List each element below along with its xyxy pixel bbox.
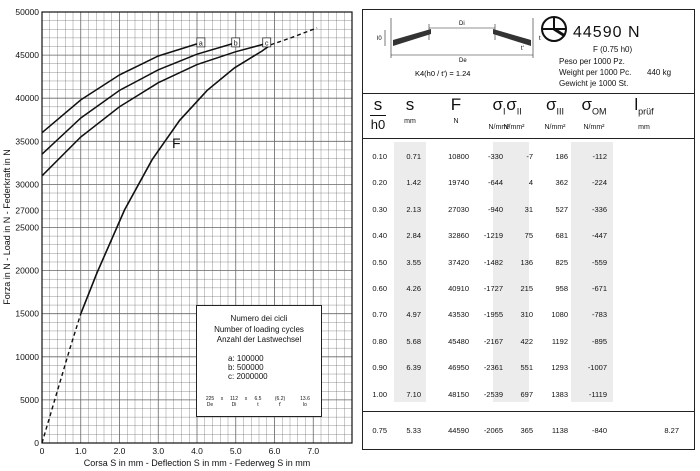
table-cell: -2361 <box>483 363 503 373</box>
table-cell: 0.75 <box>372 426 387 435</box>
table-row <box>363 152 694 164</box>
cycles-legend-a: a: 100000 <box>228 353 264 363</box>
dim-sub-de: De <box>206 402 214 408</box>
header-h0: h0 <box>370 117 386 132</box>
table-row <box>363 390 694 402</box>
table-row <box>363 178 694 190</box>
table-cell: -1955 <box>483 310 503 320</box>
header-sigmaom-sym: σ <box>581 95 592 114</box>
header-s-sym: s <box>405 95 415 114</box>
dim-sub-l0: lo <box>303 402 307 408</box>
x-axis-ticks <box>40 446 320 456</box>
table-cell: 2.13 <box>406 204 421 214</box>
dimension-strip <box>201 396 317 408</box>
weight-it: Peso per 1000 Pz. <box>559 57 625 66</box>
y-axis-title: Forza in N - Load in N - Federkraft in N <box>2 149 12 305</box>
cycles-legend-c: c: 2000000 <box>228 371 268 381</box>
curve-F-end <box>271 28 318 45</box>
curve-label-b: b <box>233 40 238 48</box>
table-cell: 32860 <box>448 231 469 241</box>
header-lpruef-unit: mm <box>638 124 650 132</box>
table-row <box>363 205 694 217</box>
dim-di: 112 <box>230 396 238 402</box>
table-cell: 551 <box>520 363 533 373</box>
cycles-title-it: Numero dei cicli <box>230 314 288 323</box>
header-sigmaom-sub: OM <box>592 106 607 117</box>
table-cell: 958 <box>555 284 568 293</box>
table-cell: 186 <box>555 152 568 161</box>
table-cell: 697 <box>520 389 533 399</box>
header-sigma3-unit: N/mm² <box>544 124 566 132</box>
table-cell: 365 <box>520 426 533 435</box>
curve-F-start <box>42 314 81 443</box>
table-cell: 7.10 <box>406 389 421 399</box>
table-footer-row <box>363 426 694 438</box>
table-row <box>363 258 694 270</box>
curve-label-F: F <box>172 135 181 151</box>
table-cell: 44590 <box>448 426 469 435</box>
dim-x2: x <box>244 396 248 402</box>
table-cell: -1007 <box>587 363 607 373</box>
disc-left-section <box>393 29 431 46</box>
table-cell: -895 <box>591 336 607 346</box>
header-s-over-h0-sym: s <box>373 95 383 114</box>
table-cell: 5.68 <box>406 336 421 346</box>
header-sigmaom-unit: N/mm² <box>583 124 605 132</box>
y-tick-label: 15000 <box>15 308 39 319</box>
table-cell: -7 <box>526 152 533 161</box>
table-cell: -671 <box>591 284 607 293</box>
table-cell: 1080 <box>551 310 568 320</box>
weight-en: Weight per 1000 Pc. <box>559 68 632 77</box>
dim-x1: x <box>220 396 224 402</box>
table-cell: -1727 <box>483 284 503 293</box>
table-cell: -644 <box>487 178 503 188</box>
cycles-legend-b: b: 500000 <box>228 362 264 372</box>
header-sigma3-sym: σ <box>545 95 557 114</box>
y-tick-label: 45000 <box>15 50 39 61</box>
table-cell: 422 <box>520 336 533 346</box>
table-cell: 0.70 <box>372 310 387 320</box>
loading-cycles-legend <box>196 305 322 417</box>
table-cell: 215 <box>520 284 533 293</box>
label-de: De <box>459 58 467 64</box>
table-cell: -1482 <box>483 257 503 267</box>
table-cell: 0.90 <box>372 363 387 373</box>
dim-l0: 13.6 <box>300 396 310 402</box>
table-cell: 0.10 <box>372 152 387 161</box>
header-sigma2-sym: σ <box>506 95 517 114</box>
table-cell: 45480 <box>448 336 469 346</box>
footer-separator <box>363 411 694 412</box>
header-F-sym: F <box>450 95 462 114</box>
x-tick-label: 0 <box>39 446 45 456</box>
disc-spring-drawing <box>363 10 563 90</box>
y-tick-label: 35000 <box>15 136 39 147</box>
table-cell: -2539 <box>483 389 503 399</box>
table-cell: 8.27 <box>664 426 679 435</box>
y-tick-label: 25000 <box>15 222 39 233</box>
table-row <box>363 363 694 375</box>
table-cell: 1.42 <box>406 178 421 188</box>
spring-data-table <box>362 93 695 450</box>
spring-stack-icon <box>539 14 569 44</box>
y-tick-label: 27000 <box>15 205 39 216</box>
y-tick-label: 20000 <box>15 265 39 276</box>
dim-t: 6.5 <box>254 396 262 402</box>
table-cell: 75 <box>524 231 533 241</box>
table-cell: 46950 <box>448 363 469 373</box>
weight-de: Gewicht je 1000 St. <box>559 79 629 88</box>
x-tick-label: 5.0 <box>229 446 242 456</box>
table-cell: 3.55 <box>406 257 421 267</box>
header-sigmaom <box>571 96 617 131</box>
table-cell: 136 <box>520 257 533 267</box>
curve-b <box>42 44 232 154</box>
table-cell: 19740 <box>448 178 469 188</box>
table-cell: -447 <box>591 231 607 241</box>
disc-right-section <box>493 29 531 46</box>
table-row <box>363 310 694 322</box>
header-sigma2-unit: N/mm² <box>503 124 525 132</box>
table-cell: 4 <box>528 178 533 188</box>
table-cell: -1119 <box>588 389 607 399</box>
header-lpruef-sym: l <box>634 95 639 114</box>
y-tick-label: 40000 <box>15 93 39 104</box>
table-cell: 0.50 <box>372 257 387 267</box>
x-tick-label: 6.0 <box>268 446 281 456</box>
table-cell: -559 <box>591 257 607 267</box>
table-cell: 40910 <box>448 284 469 293</box>
table-cell: -2065 <box>483 426 503 435</box>
header-sigma3 <box>535 96 575 131</box>
label-l0: l0 <box>377 36 382 42</box>
table-cell: 1293 <box>551 363 568 373</box>
weight-value: 440 kg <box>647 68 672 77</box>
table-cell: 10800 <box>448 152 469 161</box>
table-cell: -224 <box>591 178 607 188</box>
table-cell: 37420 <box>448 257 469 267</box>
x-tick-label: 7.0 <box>307 446 320 456</box>
force-note: F (0.75 h0) <box>593 45 633 54</box>
header-separator <box>363 138 694 139</box>
header-sigma1-unit: N/mm² <box>488 124 510 132</box>
table-cell: 0.80 <box>372 336 387 346</box>
dim-tp: (6.2) <box>274 396 286 402</box>
table-cell: 310 <box>520 310 533 320</box>
table-cell: 4.26 <box>406 284 421 293</box>
table-cell: 5.33 <box>406 426 421 435</box>
dim-sub-t: t <box>257 402 259 408</box>
dim-sub-tp: t' <box>278 402 282 408</box>
table-cell: 1138 <box>551 426 568 435</box>
header-F <box>431 96 481 125</box>
x-tick-label: 4.0 <box>191 446 203 456</box>
header-s <box>395 96 425 125</box>
x-axis-title: Corsa S in mm - Deflection S in mm - Federweg S in mm <box>83 458 311 468</box>
table-cell: 1192 <box>551 336 568 346</box>
table-cell: -2167 <box>483 336 503 346</box>
header-lpruef-sub: prüf <box>638 106 654 117</box>
table-cell: -840 <box>591 426 607 435</box>
label-t-prime: t' <box>521 46 524 52</box>
header-sigma2 <box>493 96 535 131</box>
table-cell: 362 <box>555 178 568 188</box>
table-cell: 27030 <box>448 204 469 214</box>
y-tick-label: 50000 <box>15 7 39 17</box>
table-cell: 1383 <box>551 389 568 399</box>
table-cell: 527 <box>555 204 568 214</box>
header-lpruef <box>619 96 669 131</box>
y-tick-label: 0 <box>34 438 39 448</box>
k4-formula: K4(h0 / t') = 1.24 <box>415 69 471 78</box>
table-cell: 0.20 <box>372 178 387 188</box>
table-cell: -330 <box>487 152 503 161</box>
dim-sub-di: Di <box>231 402 237 408</box>
cycles-title-en: Number of loading cycles <box>214 324 304 334</box>
y-tick-label: 10000 <box>15 351 39 362</box>
table-cell: 4.97 <box>406 310 421 320</box>
cycles-legend-list <box>228 354 290 381</box>
table-cell: 1.00 <box>372 389 387 399</box>
header-sigma2-sub: II <box>516 106 522 117</box>
table-cell: 0.71 <box>406 152 421 161</box>
table-cell: 31 <box>524 204 533 214</box>
label-t: t <box>539 36 541 42</box>
x-tick-label: 2.0 <box>113 446 126 456</box>
x-tick-label: 1.0 <box>74 446 87 456</box>
table-row <box>363 284 694 296</box>
header-s-unit: mm <box>404 118 416 125</box>
curve-label-c: c <box>265 40 269 48</box>
header-F-unit: N <box>453 118 459 125</box>
table-cell: -336 <box>591 204 607 214</box>
dim-de: 225 <box>205 396 215 402</box>
header-sigma3-sub: III <box>556 106 564 117</box>
cycles-title-de: Anzahl der Lastwechsel <box>216 335 302 344</box>
table-cell: 43530 <box>448 310 469 320</box>
header-s-over-h0 <box>365 96 391 134</box>
table-cell: -112 <box>592 152 607 161</box>
table-cell: 48150 <box>448 389 469 399</box>
table-cell: -1219 <box>483 231 503 241</box>
x-tick-label: 3.0 <box>152 446 165 456</box>
y-axis-ticks <box>15 7 39 448</box>
y-tick-label: 30000 <box>15 179 39 190</box>
y-tick-label: 5000 <box>20 394 39 405</box>
part-number: 44590 N <box>573 24 641 41</box>
table-cell: 0.60 <box>372 284 387 293</box>
header-sigma1-sym: σ <box>492 95 503 114</box>
table-cell: 2.84 <box>406 231 421 241</box>
table-row <box>363 231 694 243</box>
curve-label-a: a <box>198 40 203 48</box>
table-cell: 825 <box>555 257 568 267</box>
spring-spec-panel <box>362 9 695 95</box>
table-cell: -783 <box>591 310 607 320</box>
table-row <box>363 337 694 349</box>
table-cell: 6.39 <box>406 363 421 373</box>
table-cell: 0.30 <box>372 204 387 214</box>
curve-F <box>81 45 271 314</box>
label-di: Di <box>459 21 465 27</box>
header-sigma1-sub: I <box>502 106 506 117</box>
table-cell: 681 <box>555 231 568 241</box>
table-cell: -940 <box>487 204 503 214</box>
table-cell: 0.40 <box>372 231 387 241</box>
